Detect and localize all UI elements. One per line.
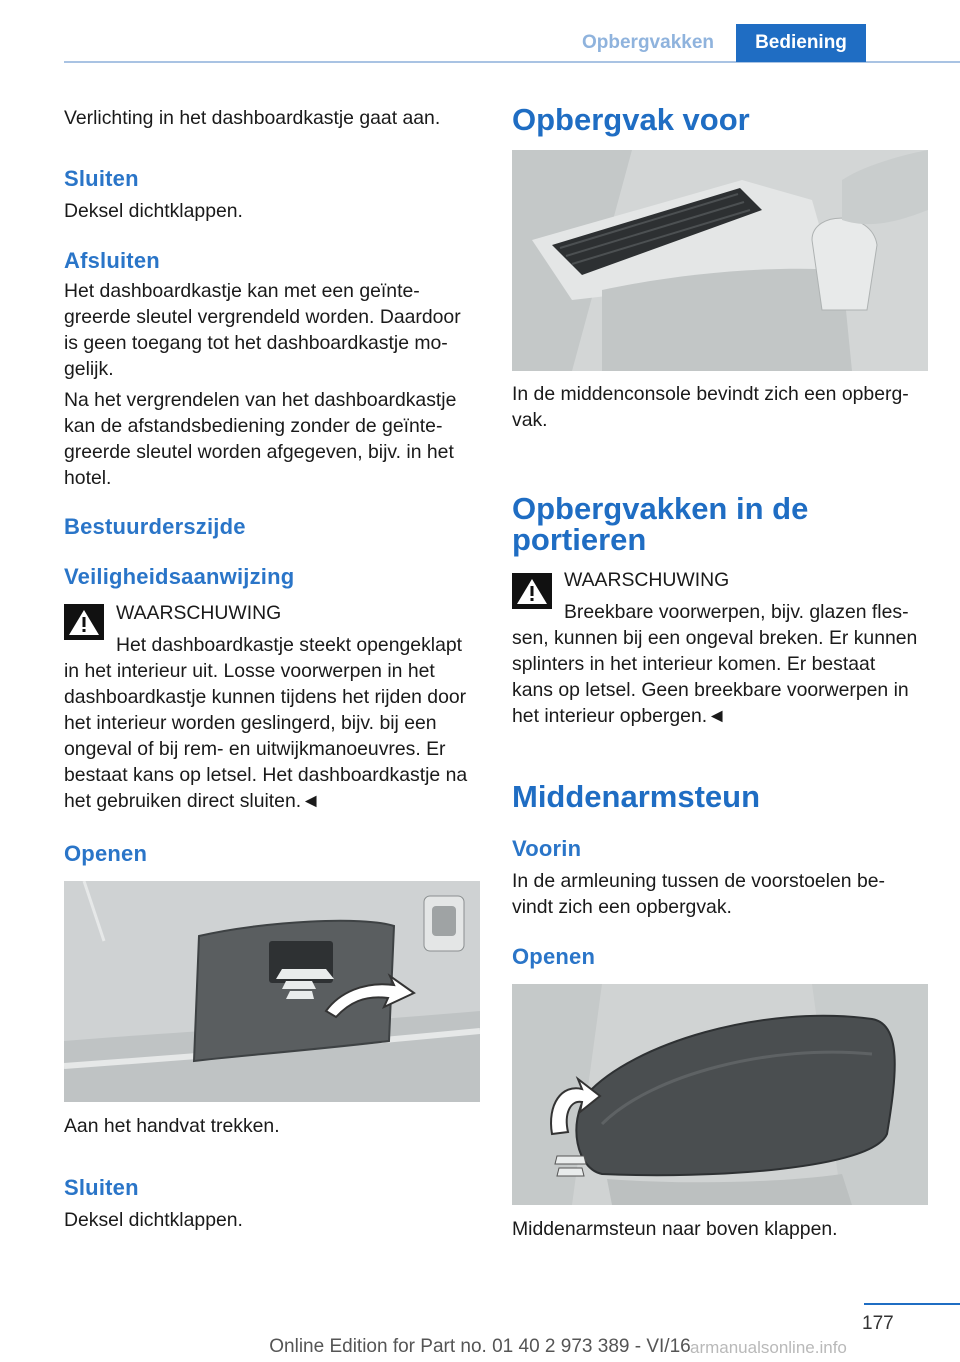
text-line: bestaat kans op letsel. Het dashboardkastje na <box>64 764 468 786</box>
open-caption: Aan het handvat trekken. <box>64 1115 280 1137</box>
armrest-heading: Middenarmsteun <box>512 779 761 814</box>
text-line: Breekbare voorwerpen, bijv. glazen fles- <box>564 601 909 623</box>
text-line: greerde sleutel worden afgegeven, bijv. in het <box>64 441 454 463</box>
close-heading: Sluiten <box>64 166 139 191</box>
text-line: In de armleuning tussen de voorstoelen be- <box>512 870 885 892</box>
center-console-illustration <box>512 150 928 371</box>
warning-label: WAARSCHUWING <box>564 569 730 591</box>
open-heading: Openen <box>64 841 148 866</box>
warning-triangle-icon <box>64 604 104 640</box>
warning-label: WAARSCHUWING <box>116 602 282 624</box>
warning-triangle-icon <box>512 573 552 609</box>
warning-paragraph <box>512 625 942 729</box>
open-heading: Openen <box>512 944 596 969</box>
heading-line: Opbergvakken in de <box>512 491 809 526</box>
close-text-2: Deksel dichtklappen. <box>64 1209 243 1231</box>
text-line: gelijk. <box>64 358 114 380</box>
text-line: greerde sleutel vergrendeld worden. Daardoor <box>64 306 461 328</box>
text-line: kans op letsel. Geen breekbare voorwerpen in <box>512 679 909 701</box>
lock-paragraph-2 <box>64 387 484 491</box>
footer-edition: Online Edition for Part no. 01 40 2 973 389 - VI/16 <box>269 1336 691 1357</box>
text-line: hotel. <box>64 467 112 489</box>
watermark: armanualsonline.info <box>690 1338 847 1357</box>
tab-opbergvakken[interactable]: Opbergvakken <box>582 32 714 53</box>
text-line: het interieur worden geslingerd, bijv. bij een <box>64 712 437 734</box>
footer-rule <box>864 1303 960 1305</box>
intro-text: Verlichting in het dashboardkastje gaat aan. <box>64 107 441 129</box>
close-heading-2: Sluiten <box>64 1175 139 1200</box>
armrest-paragraph <box>512 868 930 920</box>
text-line: in het interieur uit. Losse voorwerpen in het <box>64 660 435 682</box>
close-text: Deksel dichtklappen. <box>64 200 243 222</box>
front-storage-heading: Opbergvak voor <box>512 102 750 137</box>
driver-side-heading: Bestuurderszijde <box>64 514 246 539</box>
tab-bediening[interactable]: Bediening <box>736 24 866 62</box>
text-line: In de middenconsole bevindt zich een opberg- <box>512 383 909 405</box>
page-number: 177 <box>862 1313 894 1334</box>
front-subheading: Voorin <box>512 836 582 861</box>
text-line: het gebruiken direct sluiten.◄ <box>64 790 321 812</box>
safety-heading: Veiligheidsaanwijzing <box>64 564 295 589</box>
text-line: Na het vergrendelen van het dashboardkastje <box>64 389 457 411</box>
text-line: sen, kunnen bij een ongeval breken. Er kunnen <box>512 627 918 649</box>
heading-line: portieren <box>512 522 647 557</box>
armrest-illustration <box>512 984 928 1205</box>
text-line: Het dashboardkastje kan met een geïnte- <box>64 280 420 302</box>
lock-paragraph <box>64 278 484 382</box>
text-line: splinters in het interieur komen. Er bestaat <box>512 653 876 675</box>
text-line: kan de afstandsbediening zonder de geïnte- <box>64 415 443 437</box>
text-line: vindt zich een opbergvak. <box>512 896 732 918</box>
text-line: Het dashboardkastje steekt opengeklapt <box>116 634 463 656</box>
text-line: dashboardkastje kunnen tijdens het rijden door <box>64 686 467 708</box>
front-caption <box>512 381 930 433</box>
armrest-caption: Middenarmsteun naar boven klappen. <box>512 1218 838 1240</box>
warning-paragraph <box>64 658 494 814</box>
glovebox-illustration <box>64 881 480 1102</box>
door-storage-heading <box>512 493 930 555</box>
text-line: is geen toegang tot het dashboardkastje mo- <box>64 332 448 354</box>
text-line: ongeval of bij rem- en uitwijkmanoeuvres. Er <box>64 738 446 760</box>
text-line: vak. <box>512 409 548 431</box>
lock-heading: Afsluiten <box>64 248 160 273</box>
text-line: het interieur opbergen.◄ <box>512 705 727 727</box>
